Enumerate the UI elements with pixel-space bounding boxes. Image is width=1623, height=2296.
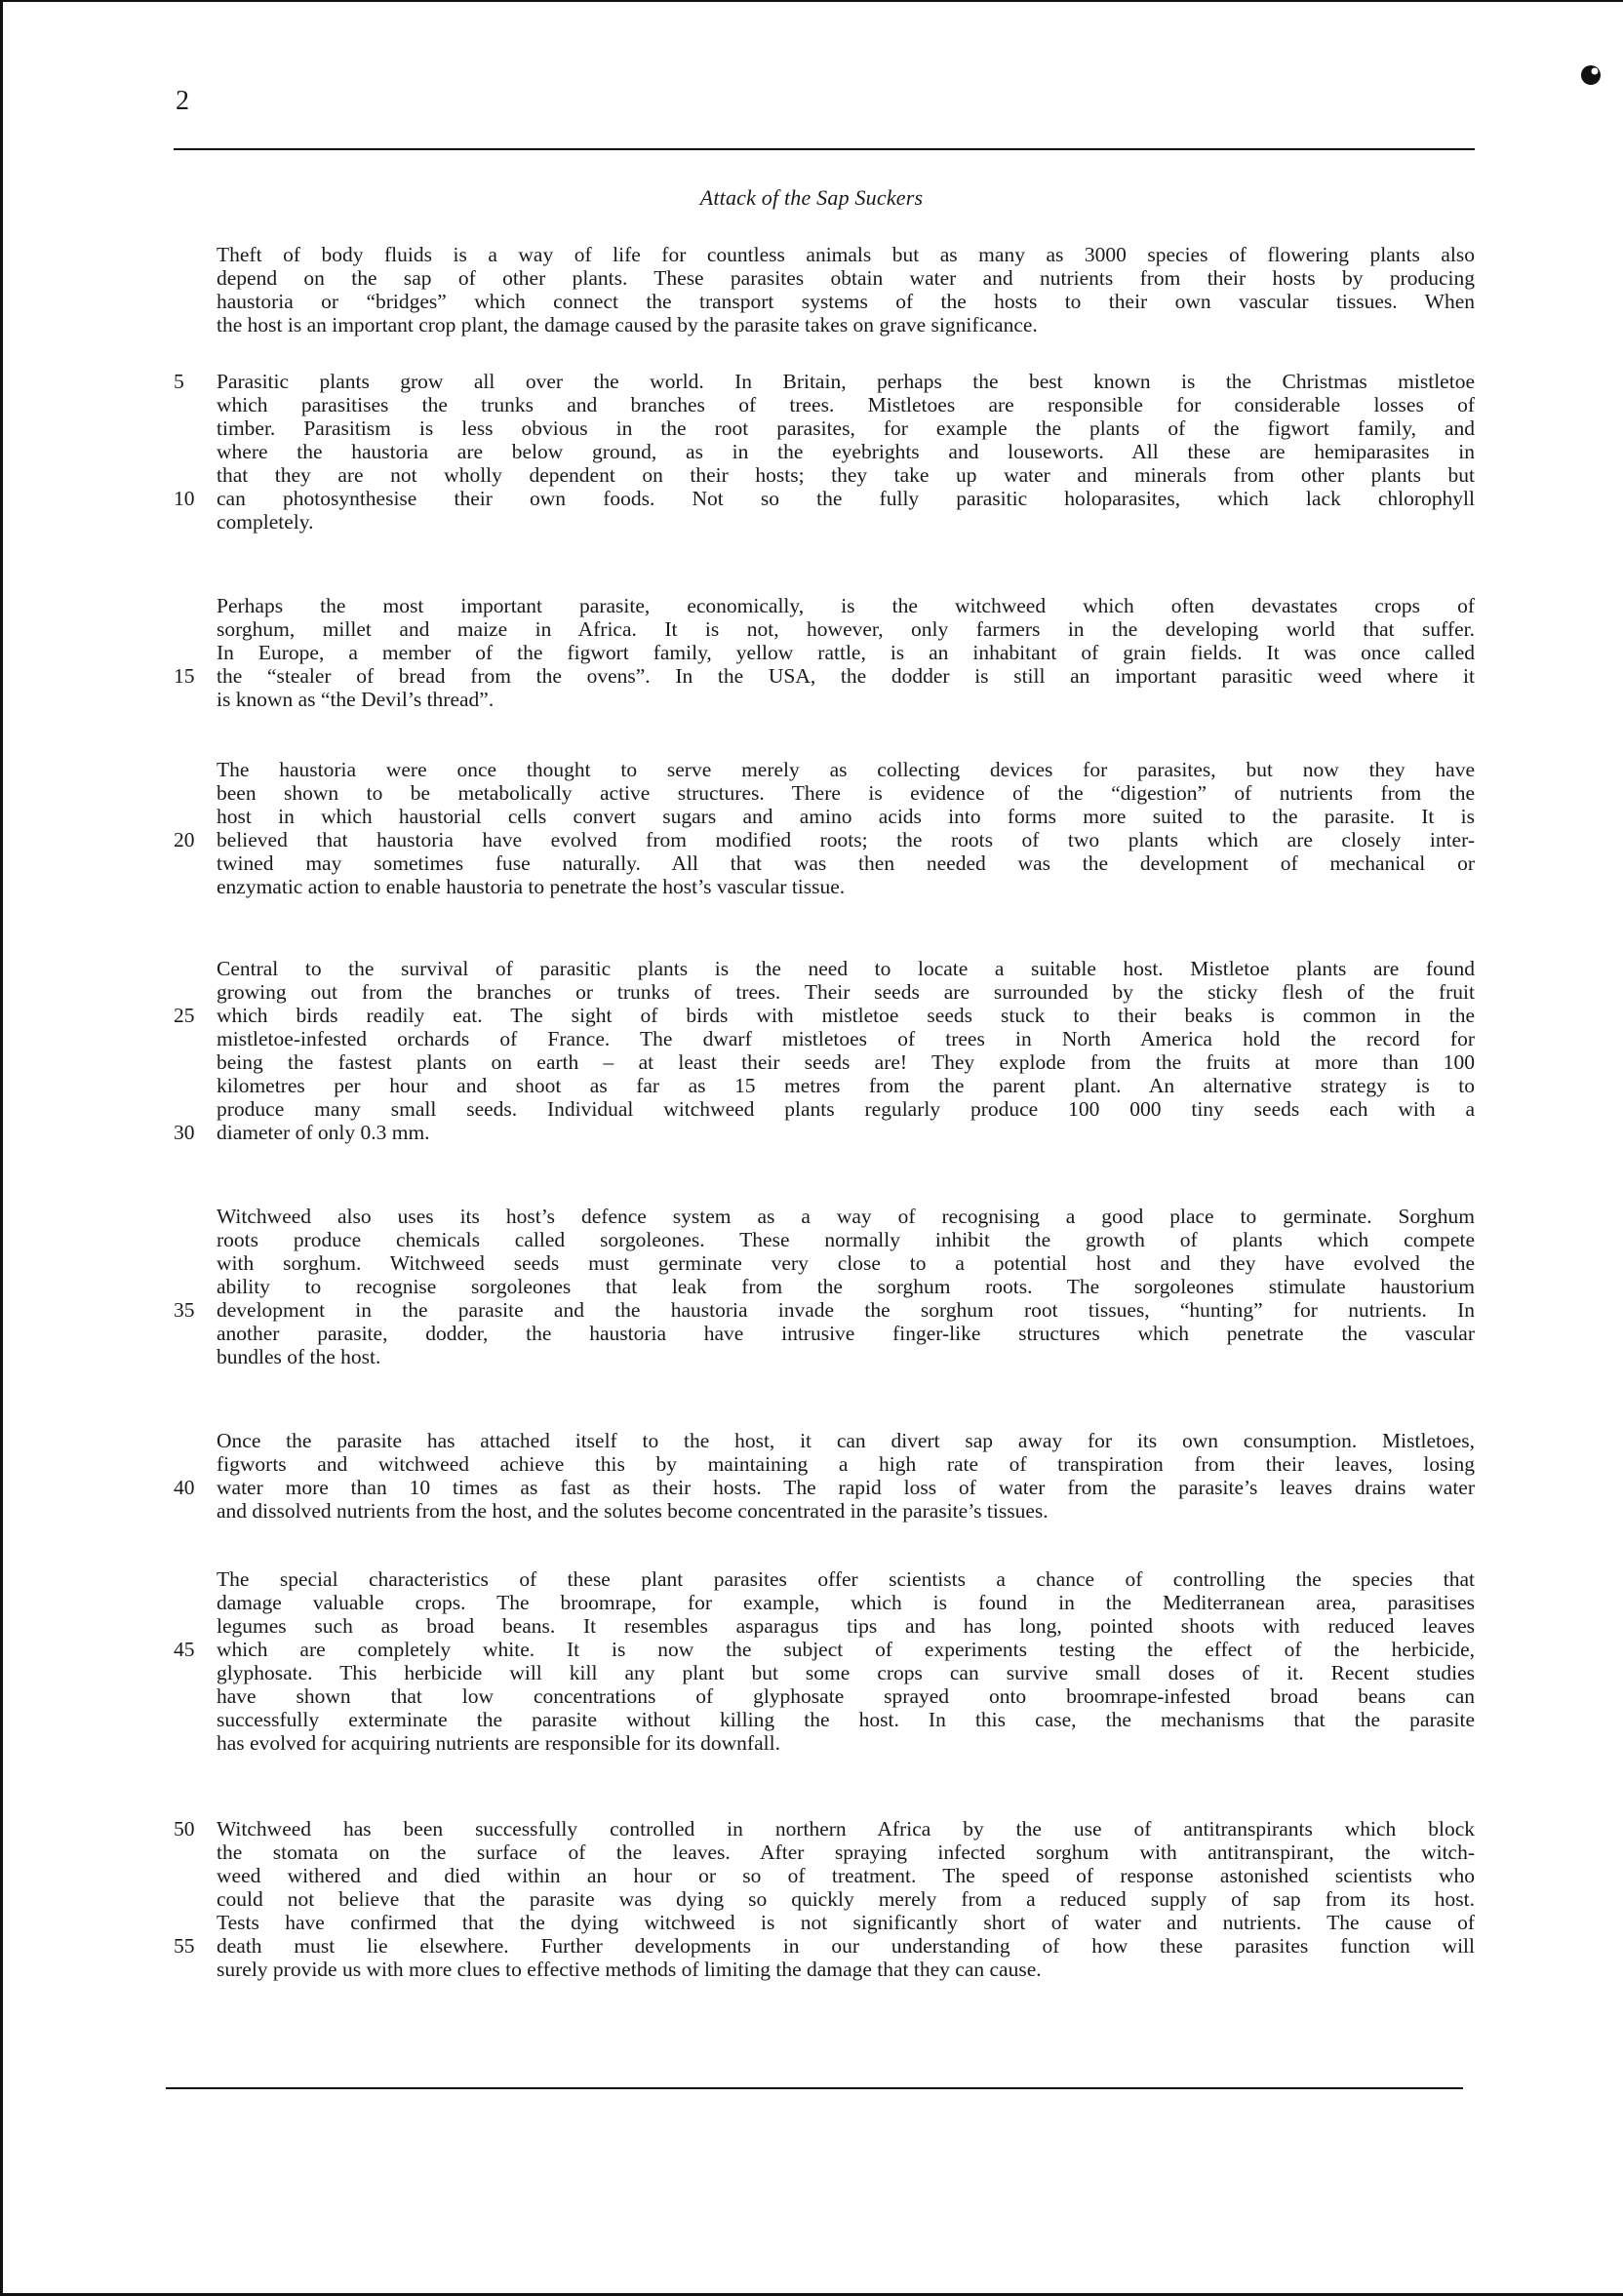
text-line: surely provide us with more clues to effective methods of limiting the damage that they can cause.: [217, 1958, 1042, 1981]
text-line: the stomata on the surface of the leaves. After spraying infected sorghum with antitranspirant, the witch-: [217, 1841, 1475, 1864]
text-line: ability to recognise sorgoleones that leak from the sorghum roots. The sorgoleones stimulate haustorium: [217, 1275, 1475, 1298]
circle-mark-icon: [1578, 62, 1603, 88]
line-number: 40: [174, 1476, 195, 1499]
text-line: The special characteristics of these plant parasites offer scientists a chance of controlling the species that: [217, 1567, 1475, 1591]
text-line: completely.: [217, 510, 314, 534]
text-line: another parasite, dodder, the haustoria have intrusive finger-like structures which penetrate the vascular: [217, 1322, 1475, 1345]
text-line: growing out from the branches or trunks of trees. Their seeds are surrounded by the sticky flesh of the fruit: [217, 980, 1475, 1004]
text-line: which parasitises the trunks and branches of trees. Mistletoes are responsible for considerable losses of: [217, 393, 1475, 416]
text-line: the host is an important crop plant, the damage caused by the parasite takes on grave significance.: [217, 313, 1038, 336]
text-line: being the fastest plants on earth – at least their seeds are! They explode from the fruits at more than 100: [217, 1050, 1475, 1074]
text-line: In Europe, a member of the figwort family, yellow rattle, is an inhabitant of grain fields. It was once called: [217, 641, 1475, 664]
line-number: 20: [174, 828, 195, 851]
line-number: 35: [174, 1298, 195, 1322]
text-line: glyphosate. This herbicide will kill any plant but some crops can survive small doses of it. Recent studies: [217, 1661, 1475, 1684]
text-line: where the haustoria are below ground, as in the eyebrights and louseworts. All these are hemiparasites in: [217, 440, 1475, 463]
article-title: Attack of the Sap Suckers: [699, 185, 924, 210]
text-line: kilometres per hour and shoot as far as 15 metres from the parent plant. An alternative strategy is to: [217, 1074, 1475, 1097]
text-line: Parasitic plants grow all over the world. In Britain, perhaps the best known is the Christmas mistletoe: [217, 370, 1475, 393]
text-line: is known as “the Devil’s thread”.: [217, 688, 495, 711]
text-line: could not believe that the parasite was dying so quickly merely from a reduced supply of sap from its host.: [217, 1887, 1475, 1911]
text-line: Tests have confirmed that the dying witchweed is not significantly short of water and nutrients. The cause of: [217, 1911, 1475, 1934]
text-line: have shown that low concentrations of glyphosate sprayed onto broomrape-infested broad beans can: [217, 1684, 1475, 1708]
text-line: depend on the sap of other plants. These parasites obtain water and nutrients from their hosts by producing: [217, 266, 1475, 290]
text-line: water more than 10 times as fast as their hosts. The rapid loss of water from the parasite’s leaves drains water: [217, 1476, 1475, 1499]
text-line: that they are not wholly dependent on their hosts; they take up water and minerals from other plants but: [217, 463, 1475, 487]
line-number: 45: [174, 1638, 195, 1661]
text-line: mistletoe-infested orchards of France. The dwarf mistletoes of trees in North America hold the record for: [217, 1027, 1475, 1050]
line-number: 50: [174, 1817, 195, 1841]
text-line: death must lie elsewhere. Further developments in our understanding of how these parasites function will: [217, 1934, 1475, 1958]
text-line: figworts and witchweed achieve this by maintaining a high rate of transpiration from their leaves, losing: [217, 1452, 1475, 1476]
text-line: diameter of only 0.3 mm.: [217, 1121, 430, 1144]
line-number: 15: [174, 664, 195, 688]
text-line: been shown to be metabolically active structures. There is evidence of the “digestion” of nutrients from the: [217, 781, 1475, 805]
text-line: enzymatic action to enable haustoria to penetrate the host’s vascular tissue.: [217, 875, 846, 898]
text-line: timber. Parasitism is less obvious in the root parasites, for example the plants of the figwort family, and: [217, 416, 1475, 440]
line-number: 55: [174, 1934, 195, 1958]
text-line: Perhaps the most important parasite, economically, is the witchweed which often devastates crops of: [217, 594, 1475, 617]
top-rule: [174, 148, 1475, 150]
text-line: Witchweed has been successfully controlled in northern Africa by the use of antitranspirants which block: [217, 1817, 1475, 1841]
text-line: twined may sometimes fuse naturally. All that was then needed was the development of mechanical or: [217, 851, 1475, 875]
page-number: 2: [176, 86, 189, 116]
text-line: Theft of body fluids is a way of life for countless animals but as many as 3000 species of flowering plants also: [217, 243, 1475, 266]
text-line: which are completely white. It is now the subject of experiments testing the effect of the herbicide,: [217, 1638, 1475, 1661]
text-line: and dissolved nutrients from the host, and the solutes become concentrated in the parasite’s tissues.: [217, 1499, 1049, 1523]
line-number: 5: [174, 370, 184, 393]
text-line: weed withered and died within an hour or so of treatment. The speed of response astonished scientists who: [217, 1864, 1475, 1887]
text-line: The haustoria were once thought to serve merely as collecting devices for parasites, but now they have: [217, 758, 1475, 781]
text-line: host in which haustorial cells convert sugars and amino acids into forms more suited to the parasite. It is: [217, 805, 1475, 828]
text-line: can photosynthesise their own foods. Not so the fully parasitic holoparasites, which lack chlorophyll: [217, 487, 1475, 510]
text-line: Witchweed also uses its host’s defence system as a way of recognising a good place to germinate. Sorghum: [217, 1205, 1475, 1228]
text-line: Once the parasite has attached itself to the host, it can divert sap away for its own consumption. Mistletoes,: [217, 1429, 1475, 1452]
text-line: with sorghum. Witchweed seeds must germinate very close to a potential host and they have evolved the: [217, 1251, 1475, 1275]
line-number: 10: [174, 487, 195, 510]
text-line: roots produce chemicals called sorgoleones. These normally inhibit the growth of plants which compete: [217, 1228, 1475, 1251]
text-line: believed that haustoria have evolved from modified roots; the roots of two plants which are closely inter-: [217, 828, 1475, 851]
text-line: haustoria or “bridges” which connect the transport systems of the hosts to their own vascular tissues. When: [217, 290, 1475, 313]
text-line: successfully exterminate the parasite without killing the host. In this case, the mechanisms that the parasite: [217, 1708, 1475, 1731]
text-line: bundles of the host.: [217, 1345, 381, 1368]
line-number: 30: [174, 1121, 195, 1144]
text-line: sorghum, millet and maize in Africa. It is not, however, only farmers in the developing world that suffer.: [217, 617, 1475, 641]
text-line: which birds readily eat. The sight of birds with mistletoe seeds stuck to their beaks is common in the: [217, 1004, 1475, 1027]
text-line: produce many small seeds. Individual witchweed plants regularly produce 100 000 tiny seeds each with a: [217, 1097, 1475, 1121]
text-line: has evolved for acquiring nutrients are responsible for its downfall.: [217, 1731, 780, 1755]
text-line: the “stealer of bread from the ovens”. In the USA, the dodder is still an important parasitic weed where it: [217, 664, 1475, 688]
text-line: damage valuable crops. The broomrape, for example, which is found in the Mediterranean area, parasitises: [217, 1591, 1475, 1614]
text-line: legumes such as broad beans. It resembles asparagus tips and has long, pointed shoots with reduced leaves: [217, 1614, 1475, 1638]
line-number: 25: [174, 1004, 195, 1027]
text-line: Central to the survival of parasitic plants is the need to locate a suitable host. Mistletoe plants are found: [217, 957, 1475, 980]
text-line: development in the parasite and the haustoria invade the sorghum root tissues, “hunting” for nutrients. In: [217, 1298, 1475, 1322]
bottom-rule: [166, 2087, 1463, 2089]
